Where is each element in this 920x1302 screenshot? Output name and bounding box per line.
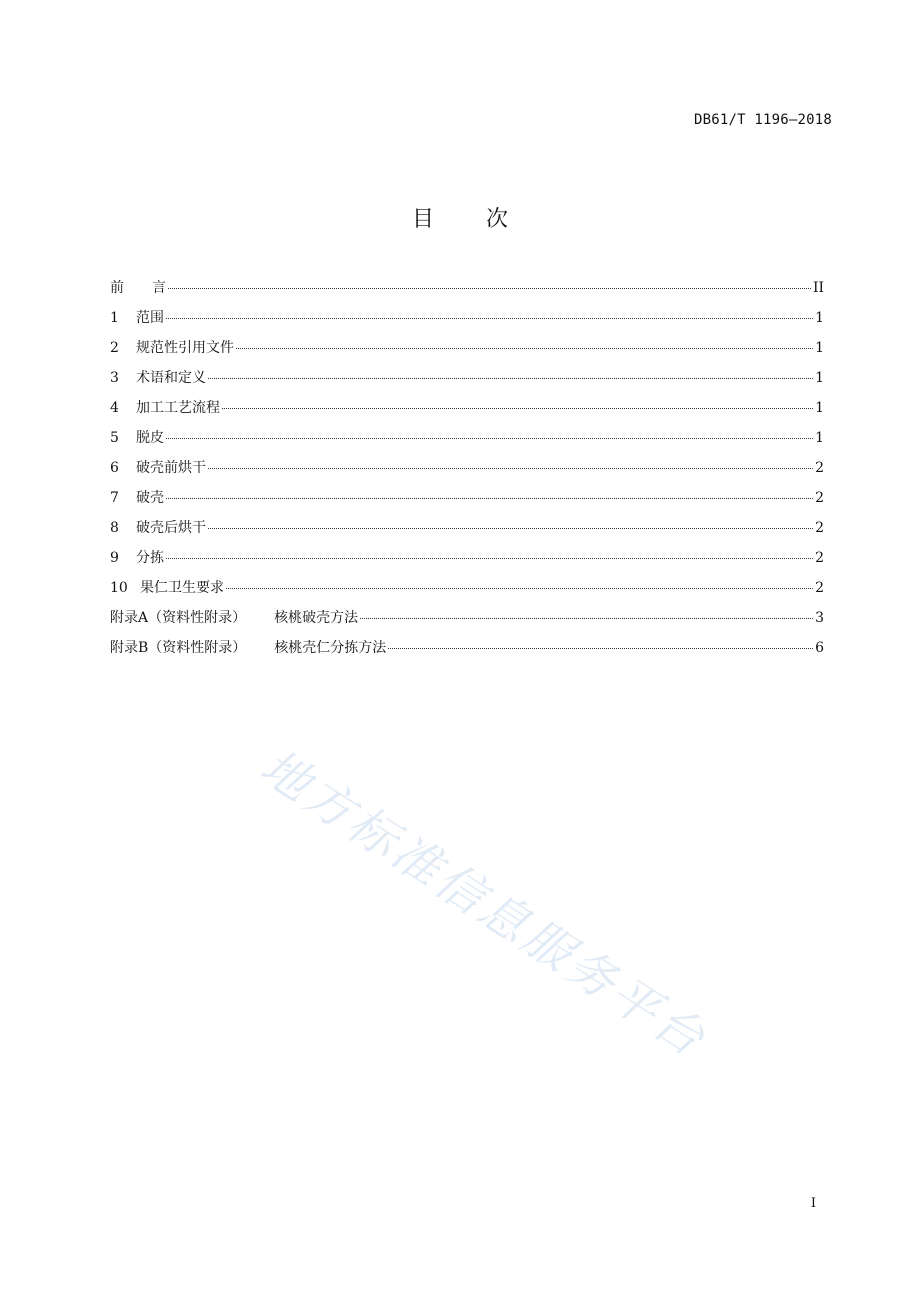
toc-entry-text: 范围 — [136, 310, 164, 326]
toc-entry-number: 4 — [110, 400, 119, 416]
toc-entry-text: 核桃壳仁分拣方法 — [274, 640, 387, 656]
toc-entry-page: 1 — [815, 370, 824, 386]
toc-entry-number: 1 — [110, 310, 119, 326]
toc-entry-text: 破壳后烘干 — [136, 520, 206, 536]
toc-entry-text: 破壳 — [136, 490, 164, 506]
document-code: DB61/T 1196—2018 — [693, 112, 832, 128]
page-title: 目次 — [411, 207, 560, 232]
toc-leader-dots — [208, 528, 813, 529]
toc-entry-label — [110, 337, 234, 357]
toc-entry-foreword[interactable] — [110, 277, 824, 307]
toc-entry-number: 6 — [110, 460, 119, 476]
toc-leader-dots — [166, 558, 813, 559]
toc-entry-2[interactable] — [110, 337, 824, 367]
toc-entry-7[interactable] — [110, 487, 824, 517]
toc-entry-label — [110, 607, 358, 627]
toc-entry-label — [110, 367, 206, 387]
toc-entry-9[interactable] — [110, 547, 824, 577]
toc-entry-number: 附录B（资料性附录） — [110, 640, 247, 656]
toc-entry-page: 6 — [815, 640, 824, 656]
toc-leader-dots — [360, 618, 813, 619]
toc-entry-number: 10 — [110, 580, 128, 596]
toc-leader-dots — [226, 588, 813, 589]
toc-entry-label — [110, 547, 164, 567]
page-number: I — [810, 1196, 816, 1211]
toc-entry-10[interactable] — [110, 577, 824, 607]
toc-entry-number: 9 — [110, 550, 119, 566]
toc-leader-dots — [168, 288, 811, 289]
toc-entry-page: II — [812, 280, 824, 296]
toc-entry-page: 1 — [815, 310, 824, 326]
toc-entry-text: 加工工艺流程 — [136, 400, 220, 416]
toc-leader-dots — [222, 408, 813, 409]
toc-entry-number: 7 — [110, 490, 119, 506]
toc-entry-appendix-a[interactable] — [110, 607, 824, 637]
toc-entry-text: 规范性引用文件 — [136, 340, 234, 356]
toc-entry-number: 5 — [110, 430, 119, 446]
toc-entry-label — [110, 307, 164, 327]
toc-leader-dots — [166, 438, 813, 439]
toc-entry-number: 3 — [110, 370, 119, 386]
toc-entry-page: 1 — [815, 430, 824, 446]
toc-entry-label: 前 言 — [110, 280, 166, 296]
toc-entry-label — [110, 487, 164, 507]
toc-leader-dots — [166, 498, 813, 499]
toc-entry-number: 8 — [110, 520, 119, 536]
toc-entry-label — [110, 637, 386, 657]
toc-entry-label — [110, 427, 164, 447]
toc-entry-label — [110, 457, 206, 477]
toc-entry-text: 术语和定义 — [136, 370, 206, 386]
toc-leader-dots — [208, 468, 813, 469]
toc-leader-dots — [236, 348, 813, 349]
toc-entry-text: 脱皮 — [136, 430, 164, 446]
toc-leader-dots — [388, 648, 813, 649]
toc-entry-text: 核桃破壳方法 — [274, 610, 359, 626]
toc-entry-3[interactable] — [110, 367, 824, 397]
toc-entry-label — [110, 577, 224, 597]
toc-leader-dots — [166, 318, 813, 319]
toc-entry-text: 分拣 — [136, 550, 164, 566]
toc-entry-number: 2 — [110, 340, 119, 356]
toc-entry-4[interactable] — [110, 397, 824, 427]
toc-entry-8[interactable] — [110, 517, 824, 547]
toc-entry-text: 破壳前烘干 — [136, 460, 206, 476]
toc-entry-appendix-b[interactable] — [110, 637, 824, 667]
toc-entry-page: 2 — [815, 490, 824, 506]
toc-entry-page: 1 — [815, 400, 824, 416]
toc-entry-6[interactable] — [110, 457, 824, 487]
toc-entry-1[interactable] — [110, 307, 824, 337]
toc-entry-text: 果仁卫生要求 — [140, 580, 224, 596]
toc-entry-page: 3 — [815, 610, 824, 626]
toc-entry-number: 附录A（资料性附录） — [110, 610, 247, 626]
toc-entry-label — [110, 397, 220, 417]
toc-entry-label — [110, 517, 206, 537]
toc-entry-page: 2 — [815, 580, 824, 596]
table-of-contents — [110, 277, 824, 667]
toc-entry-page: 2 — [815, 550, 824, 566]
watermark: 地方标准信息服务平台 — [250, 738, 717, 1069]
toc-entry-page: 2 — [815, 520, 824, 536]
toc-entry-page: 2 — [815, 460, 824, 476]
toc-leader-dots — [208, 378, 813, 379]
toc-entry-5[interactable] — [110, 427, 824, 457]
toc-entry-page: 1 — [815, 340, 824, 356]
